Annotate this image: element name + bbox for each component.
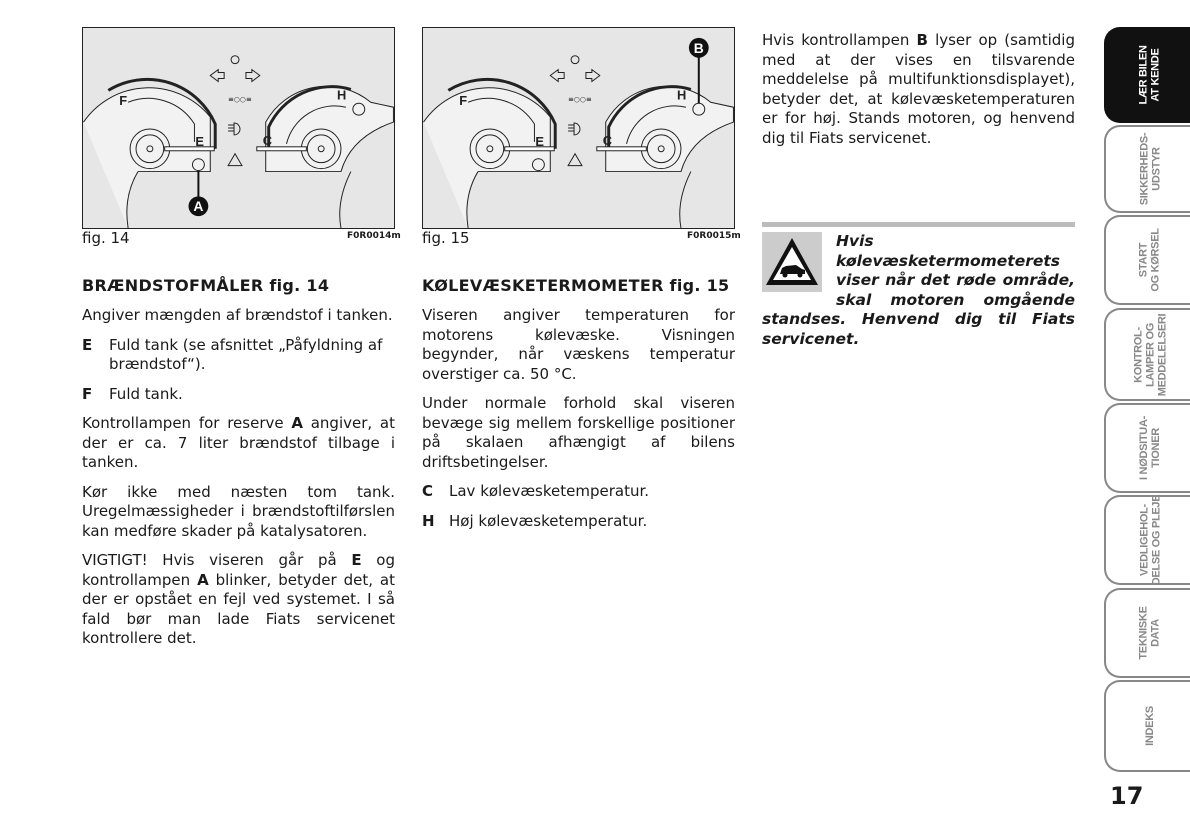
callout-label: B [693,39,704,56]
list-item [82,336,395,375]
paragraph: Viseren angiver temperaturen for motorens kølevæske. Visningen begynder, når væskens temperatur overstiger ca. 50 °C. [422,306,735,383]
section-heading: BRÆNDSTOFMÅLER fig. 14 [82,276,330,295]
gauge-label-e: E [195,133,205,149]
item-text: Lav kølevæsketemperatur. [449,482,650,500]
figure-code: F0R0015m [687,231,741,241]
fuel-gauge-section [82,276,395,659]
paragraph: Angiver mængden af brændstof i tanken. [82,306,393,324]
gauge-label-f: F [119,93,128,109]
gauge-label-h: H [677,87,687,103]
tab-tekniske-data[interactable]: TEKNISKE DATA [1104,588,1190,678]
paragraph: Hvis kontrollampen B lyser op (samtidig med at der vises en tilsvarende meddelelse på multifunktionsdisplayet), betyder det, at kølevæsketemperaturen er for høj. Stands motoren, og henvend dig til Fiats servicenet. [762,31,1075,147]
figure-code: F0R0014m [347,231,401,241]
figure-14-fuel-gauge [82,27,395,229]
divider [762,222,1075,227]
warning-text: Hvis kølevæsketermometerets viser når det røde område, skal motoren omgående standses. Henvend dig til Fiats servicenet. [762,232,1075,348]
paragraph: Kontrollampen for reserve A angiver, at der er ca. 7 liter brændstof tilbage i tanken. [82,414,395,471]
coolant-section [422,276,735,541]
gauge-label-c: C [602,132,613,148]
svg-text:≡○○≡: ≡○○≡ [568,95,592,104]
item-text: Fuld tank (se afsnittet „Påfyldning af brændstof“). [109,335,383,373]
item-key: C [422,482,434,500]
figure-15-coolant-gauge [422,27,735,229]
figure-caption: fig. 15 [422,229,470,247]
paragraph: Kør ikke med næsten tom tank. Uregelmæssigheder i brændstoftilførslen kan medføre skader på katalysatoren. [82,482,395,540]
svg-text:≡○○≡: ≡○○≡ [228,95,252,104]
warning-lamp-section [762,31,1075,158]
section-heading: KØLEVÆSKETERMOMETER fig. 15 [422,276,730,295]
figure-caption: fig. 14 [82,229,130,247]
tab-indeks[interactable]: INDEKS [1104,680,1190,772]
warning-note [762,232,1075,349]
list-item [422,482,735,502]
list-item [82,385,395,405]
tab-laer-bilen-at-kende[interactable]: LÆR BILEN AT KENDE [1104,27,1190,123]
callout-label: A [193,198,204,215]
item-text: Høj kølevæsketemperatur. [449,511,648,530]
gauge-label-e: E [535,133,545,149]
tab-nodsituationer[interactable]: I NØDSITUA- TIONER [1104,403,1190,493]
tab-kontrollamper[interactable]: KONTROL- LAMPER OG MEDDELELSERI [1104,308,1190,401]
paragraph: VIGTIGT! Hvis viseren går på E og kontrollampen A blinker, betyder det, at der er opstået en fejl ved systemet. I så fald bør man lade Fiats servicenet kontrollere det. [82,551,396,647]
gauge-label-h: H [337,87,347,103]
item-key: F [82,384,93,403]
paragraph: Under normale forhold skal viseren bevæge sig mellem forskellige positioner på skalaen afhængigt af bilens driftsbetingelser. [422,394,735,471]
tab-start-og-korsel[interactable]: START OG KØRSEL [1104,215,1190,305]
list-item [422,512,735,532]
car-warning-icon [762,232,822,292]
page-number: 17 [1110,782,1144,810]
gauge-label-f: F [459,93,468,109]
item-text: Fuld tank. [109,384,183,403]
item-key: E [82,335,93,354]
gauge-label-c: C [262,132,273,148]
tab-vedligeholdelse[interactable]: VEDLIGEHOL- DELSE OG PLEJE [1104,495,1190,585]
tab-sikkerhedsudstyr[interactable]: SIKKERHEDS- UDSTYR [1104,125,1190,213]
item-key: H [422,511,435,530]
